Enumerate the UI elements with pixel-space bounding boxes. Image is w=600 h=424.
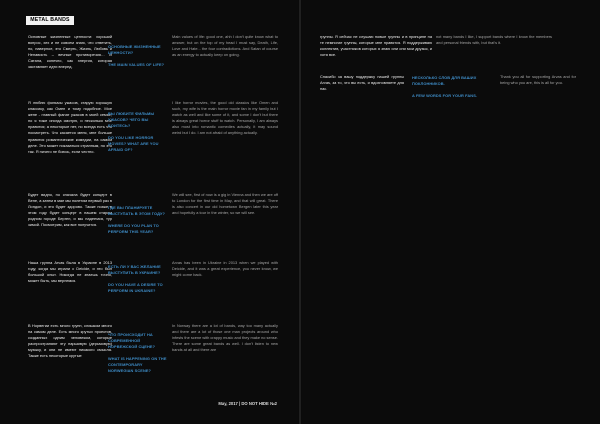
answer-en-horror: I like horror movies, the good old classics like Omen and such, my wife is the main horror movie fan in my family but I watch as well and like some of it, and some I don't but there is always great horror stuff to watch. Personally, I am always also most into romantic comedies actually, it may sound weird but I do. I am not afraid of anything actually. — [172, 100, 278, 136]
answer-en-norway-cont: not many bands I like, I support bands where I know the members and personal friends with, but that's it. — [436, 34, 552, 46]
question-ru-values: ОСНОВНЫЕ ЖИЗНЕННЫЕ ЦЕННОСТИ? — [108, 44, 161, 56]
answer-ru-norway: В Норвегии есть много групп, слишком много на самом деле. Есть много крутых проектов, созданных одним человеком, которые распространяют эту паршивую (дерьмовую) музыку, и они не имеют никакого смысла. Также есть некоторые крутые — [28, 323, 112, 359]
question-en-values: THE MAIN VALUES OF LIFE? — [108, 62, 165, 68]
answer-ru-norway-cont: группы. Я сейчас не слушаю новые группы и в принципе на те немногие группы, которые мне нравятся. Я поддерживаю коллектив, участников которых я знаю или они мои друзья, и хотя все. — [320, 34, 432, 58]
question-fans — [412, 75, 500, 99]
answer-en-ukraine: Arvas has been in Ukraine in 2013 when we played with Deicide, and it was a great experience, you never know, we might come back. — [172, 260, 278, 278]
question-ru-norway: ЧТО ПРОИСХОДИТ НА СОВРЕМЕННОЙ НОРВЕЖСКОЙ СЦЕНЕ? — [108, 332, 156, 350]
question-tour — [108, 205, 168, 235]
answer-en-values: Main values of life: good one, ahh I don't quite know what to answer, but on the top of my head I must say, Death, Life, Love and Hate... the four contradictions. And Satan of course as an energy to actually keep on going. — [172, 34, 278, 58]
question-en-ukraine: DO YOU HAVE A DESIRE TO PERFORM IN UKRAINE? — [108, 282, 163, 294]
answer-en-tour: We will see, first of now is a gig in Vienna and then we are off to London for the first time in May, and that will great. There is also concert in our old hometown Bergen later this year and hopefully a tour in the winter, so we will see. — [172, 192, 278, 216]
answer-ru-ukraine: Наша группа Arvas была в Украине в 2013 году, когда мы играли с Deicide, и это был большой опыт. Никогда не знаешь точно, может быть, мы вернемся. — [28, 260, 112, 284]
answer-en-fans: Thank you all for supporting Arvas and for being who you are, this is all for you. — [500, 74, 576, 86]
answer-ru-fans: Спасибо за вашу поддержку нашей группы Arvas, за то, что вы есть, и вдохновляете для нас. — [320, 74, 404, 92]
page-footer: May, 2017 | DO NOT HIDE №2 — [218, 401, 277, 406]
question-en-norway: WHAT IS HAPPENING ON THE CONTEMPORARY NORWEGIAN SCENE? — [108, 356, 167, 374]
question-values — [108, 44, 168, 68]
question-ru-fans: НЕСКОЛЬКО СЛОВ ДЛЯ ВАШИХ ПОКЛОННИКОВ. — [412, 75, 477, 87]
question-ru-tour: ГДЕ ВЫ ПЛАНИРУЕТЕ ВЫСТУПАТЬ В ЭТОМ ГОДУ? — [108, 205, 166, 217]
magazine-section-logo: METAL BANDS — [26, 16, 74, 25]
question-norway — [108, 332, 168, 375]
page-gutter — [298, 0, 302, 424]
question-ru-horror: ВЫ ЛЮБИТЕ ФИЛЬМЫ УЖАСОВ? ЧЕГО ВЫ БОИТЕСЬ? — [108, 111, 155, 129]
question-ukraine — [108, 264, 168, 294]
answer-en-norway: In Norway there are a lot of bands, way too many actually and there are a lot of those one man projects around who infests the scene with crappy music and they make no sense. There are some great bands as well. I don't listen to new bands at all and there are — [172, 323, 278, 353]
answer-ru-values: Основные жизненные ценности: хороший вопрос, хех и не совсем знаю, что ответить, но, наверное, это Смерть, Жизнь, Любовь и Ненависть – вечные противоречия… И Сатана, конечно, как энергия, которая заставляет идти вперед. — [28, 34, 112, 70]
answer-ru-horror: Я люблю фильмы ужасов, старую хорошую классику, как Омен и тому подобное. Мое жене - главный фанат ужасов в моей семье, но я тоже иногда смотрю, и несколько мне нравятся; а некоторые нет, но всегда есть что посмотреть. Что касается меня, мне больше нравятся романтические комедии, на самом деле. Это может показаться странным, но это так. Я ничего не боюсь, если честно. — [28, 100, 112, 154]
answer-ru-tour: Будет видно, но сначала будет концерт в Вене, а затем в мае мы полетим первый раз в Лондон, и это будет здорово. Также позже в этом году будет концерт в нашем старом родном городе Берген, и мы надеемся, тур зимой. Посмотрим, как все получится. — [28, 192, 112, 228]
question-horror — [108, 111, 168, 154]
right-page — [300, 0, 600, 424]
question-ru-ukraine: ЕСТЬ ЛИ У ВАС ЖЕЛАНИЕ ВЫСТУПИТЬ В УКРАИНЕ? — [108, 264, 161, 276]
question-en-tour: WHERE DO YOU PLAN TO PERFORM THIS YEAR? — [108, 223, 159, 235]
question-en-fans: A FEW WORDS FOR YOUR FANS. — [412, 93, 478, 99]
question-en-horror: DO YOU LIKE HORROR MOVIES? WHAT ARE YOU AFRAID OF? — [108, 135, 159, 153]
